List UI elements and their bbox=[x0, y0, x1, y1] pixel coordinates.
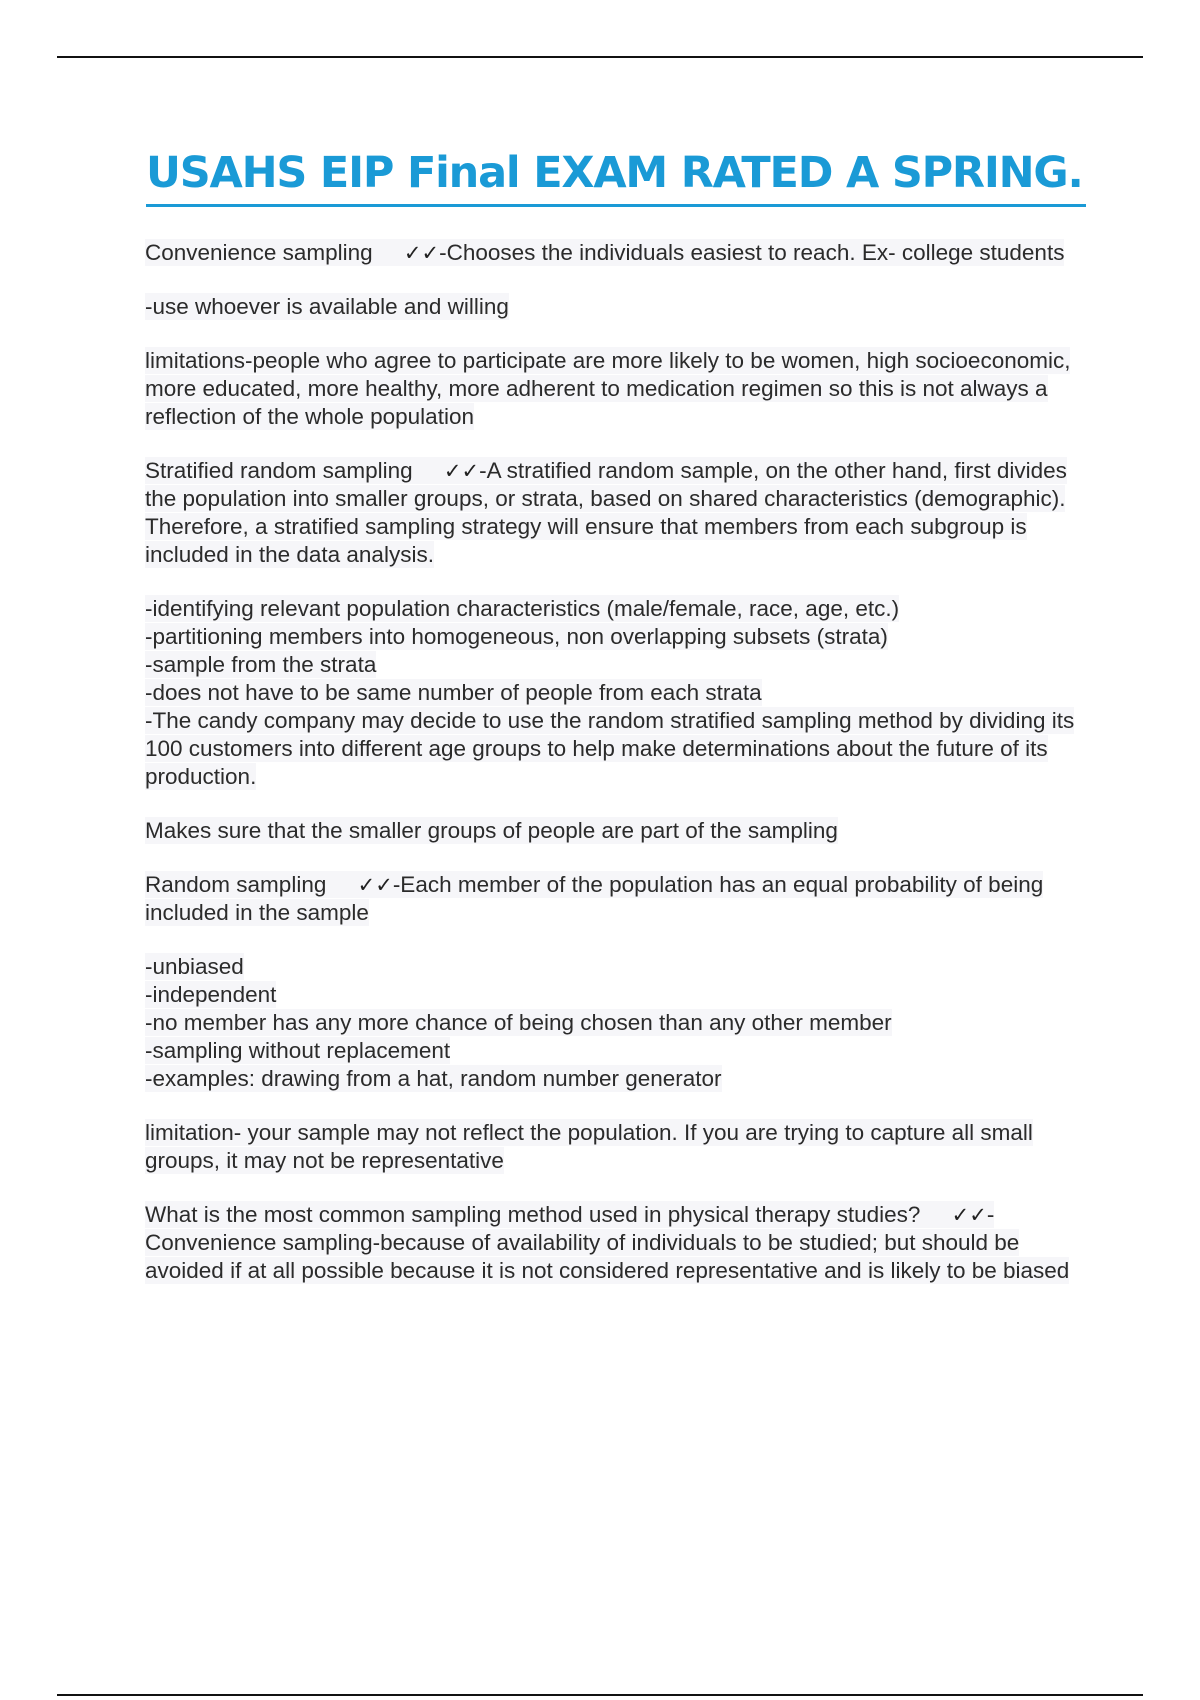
document-body bbox=[145, 239, 1091, 1311]
note-paragraph: -use whoever is available and willing bbox=[145, 294, 509, 319]
qa-convenience-sampling bbox=[145, 239, 1091, 267]
answer-text: -A stratified random sample, on the other hand, first divides the population into smaller groups, or strata, based on shared characteristics (demographic). Therefore, a stratified sampling strategy will ensure that members from each subgroup is included in the data analysis. bbox=[145, 458, 1067, 567]
term-text: Convenience sampling bbox=[145, 240, 373, 265]
list-item: -independent bbox=[145, 982, 277, 1007]
note-paragraph: limitations-people who agree to participate are more likely to be women, high socioeconomic, more educated, more healthy, more adherent to medication regimen so this is not always a reflection of the whole population bbox=[145, 348, 1071, 429]
note-paragraph: limitation- your sample may not reflect the population. If you are trying to capture all small groups, it may not be representative bbox=[145, 1120, 1033, 1173]
note-paragraph: Makes sure that the smaller groups of people are part of the sampling bbox=[145, 818, 838, 843]
footer-rule bbox=[57, 1694, 1143, 1696]
list-item: -sample from the strata bbox=[145, 652, 377, 677]
check-icon: ✓✓ bbox=[443, 459, 480, 483]
term-text: Stratified random sampling bbox=[145, 458, 413, 483]
check-icon: ✓✓ bbox=[403, 241, 440, 265]
bullet-list bbox=[145, 953, 1091, 1093]
title-underline bbox=[146, 204, 1086, 207]
list-item: -identifying relevant population characteristics (male/female, race, age, etc.) bbox=[145, 596, 900, 621]
document-title: USAHS EIP Final EXAM RATED A SPRING. bbox=[146, 148, 1083, 198]
list-item: -does not have to be same number of people from each strata bbox=[145, 680, 762, 705]
list-item: -no member has any more chance of being chosen than any other member bbox=[145, 1010, 892, 1035]
list-item: -examples: drawing from a hat, random number generator bbox=[145, 1066, 722, 1091]
list-item: -partitioning members into homogeneous, non overlapping subsets (strata) bbox=[145, 624, 888, 649]
bullet-list bbox=[145, 595, 1091, 791]
qa-random-sampling bbox=[145, 871, 1091, 927]
qa-stratified-random-sampling bbox=[145, 457, 1091, 569]
answer-text: -Convenience sampling-because of availability of individuals to be studied; but should be avoided if at all possible because it is not considered representative and is likely to be biased bbox=[145, 1202, 1070, 1283]
check-icon: ✓✓ bbox=[951, 1203, 987, 1227]
answer-text: -Each member of the population has an equal probability of being included in the sample bbox=[145, 872, 1044, 925]
list-item: -unbiased bbox=[145, 954, 244, 979]
qa-common-method bbox=[145, 1201, 1091, 1285]
term-text: Random sampling bbox=[145, 872, 327, 897]
list-item: -The candy company may decide to use the random stratified sampling method by dividing its 100 customers into different age groups to help make determinations about the future of its production. bbox=[145, 708, 1075, 789]
list-item: -sampling without replacement bbox=[145, 1038, 451, 1063]
header-rule bbox=[57, 56, 1143, 58]
answer-text: -Chooses the individuals easiest to reach. Ex- college students bbox=[439, 240, 1065, 265]
term-text: What is the most common sampling method used in physical therapy studies? bbox=[145, 1202, 921, 1227]
check-icon: ✓✓ bbox=[357, 873, 393, 897]
